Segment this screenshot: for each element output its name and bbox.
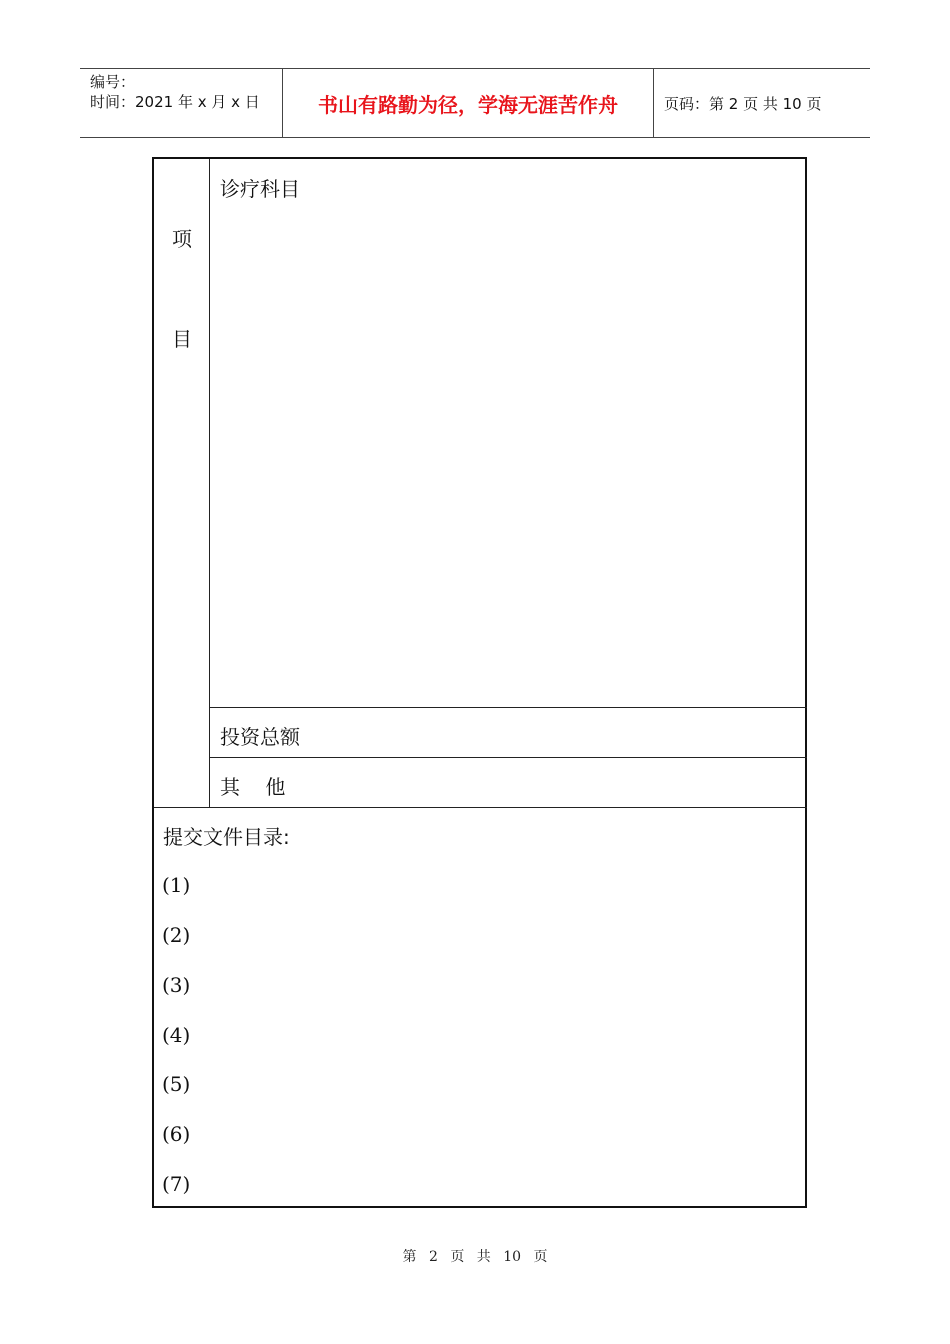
time-label: 时间：2021 年 x 月 x 日: [90, 93, 260, 111]
footer-total-unit: 页: [533, 1249, 548, 1265]
document-item: (6): [162, 1122, 191, 1146]
footer-total-pages: 10: [503, 1249, 522, 1265]
investment-total-label: 投资总额: [220, 725, 300, 749]
row-divider-diagnosis: [209, 707, 807, 708]
document-item: (3): [162, 973, 191, 997]
side-label-top: 项: [172, 227, 192, 251]
column-divider: [209, 159, 210, 808]
side-label-bottom: 目: [172, 327, 192, 351]
document-item: (1): [162, 873, 191, 897]
document-item: (5): [162, 1072, 191, 1096]
diagnosis-subjects-label: 诊疗科目: [220, 177, 300, 201]
page-footer: [0, 1246, 950, 1266]
header-meta: [80, 69, 282, 137]
row-divider-other: [154, 807, 807, 808]
header-page-label: 页码：第 2 页 共 10 页: [664, 94, 822, 113]
other-label: 其 他: [220, 775, 286, 799]
application-form-table: [152, 157, 807, 1208]
document-item: (4): [162, 1023, 191, 1047]
header-motto: 书山有路勤为径，学海无涯苦作舟: [282, 69, 654, 137]
footer-prefix: 第: [402, 1249, 417, 1265]
number-label: 编号：: [90, 73, 136, 91]
document-item: (7): [162, 1172, 191, 1196]
document-item: (2): [162, 923, 191, 947]
page-header: [80, 68, 870, 138]
documents-title: 提交文件目录:: [163, 825, 290, 849]
footer-page-unit: 页: [450, 1249, 465, 1265]
footer-page-number: 2: [428, 1249, 438, 1265]
footer-total-prefix: 共: [476, 1249, 491, 1265]
row-divider-investment: [209, 757, 807, 758]
